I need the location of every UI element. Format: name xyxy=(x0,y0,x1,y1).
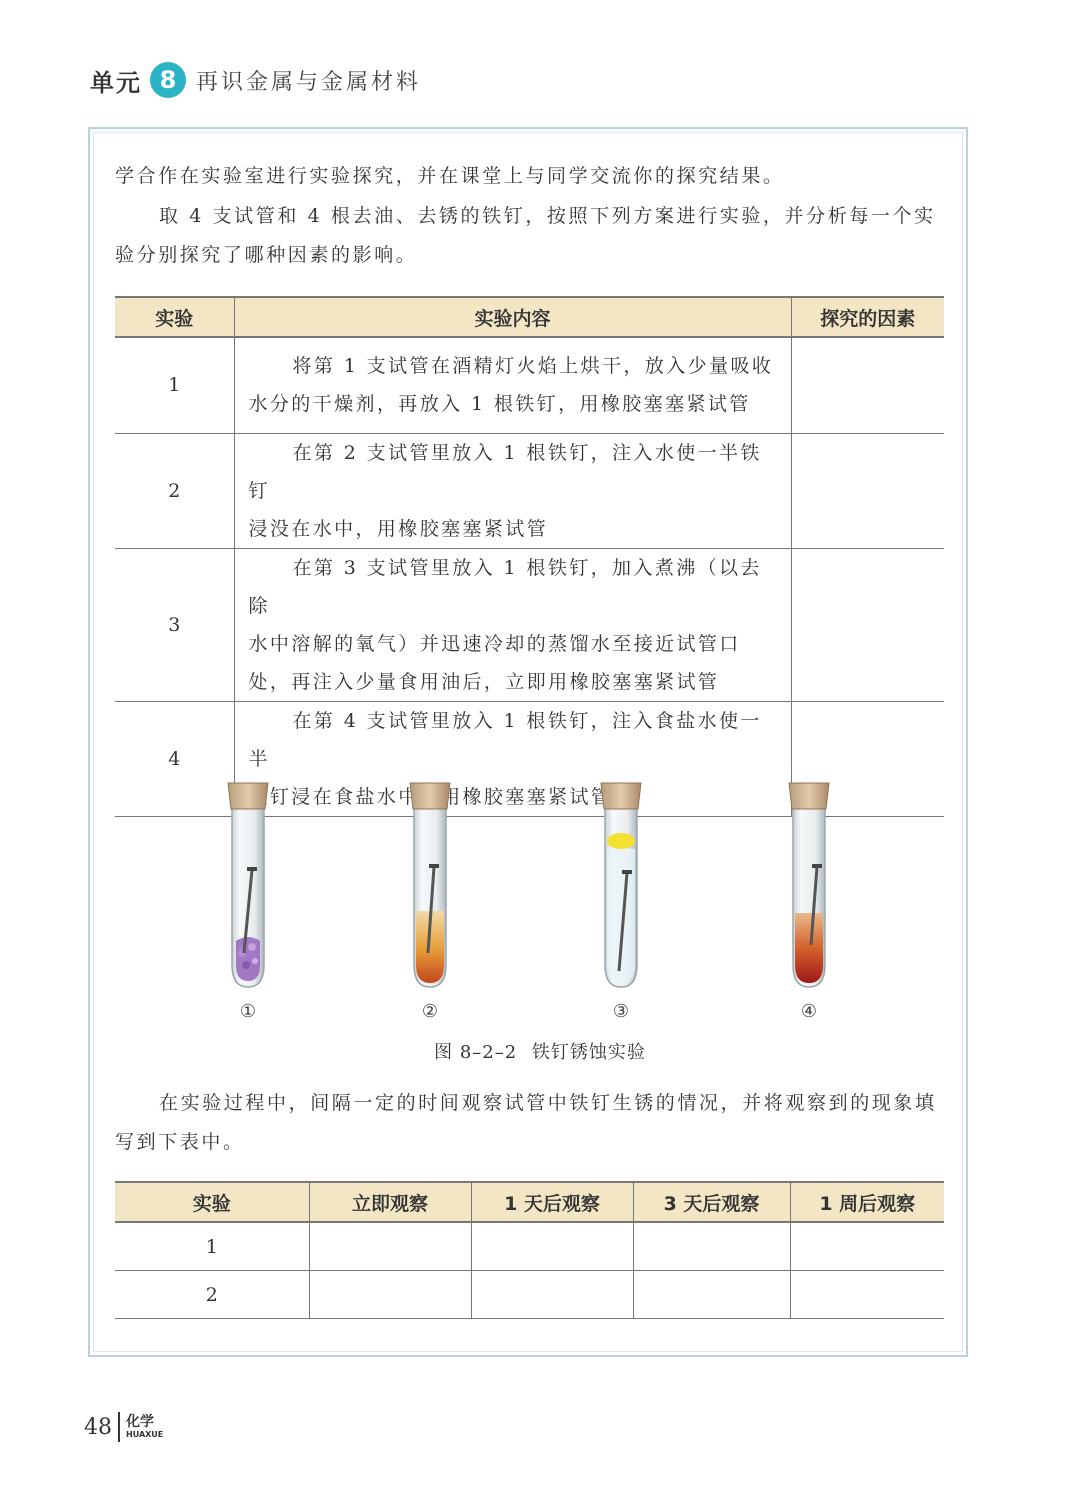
header-3-days: 3 天后观察 xyxy=(633,1182,790,1222)
content-line: 在第 4 支试管里放入 1 根铁钉，注入食盐水使一半 xyxy=(248,709,762,770)
tube-label: ① xyxy=(239,1001,257,1022)
observation-cell[interactable] xyxy=(309,1271,471,1319)
observation-cell[interactable] xyxy=(471,1271,633,1319)
content-line: 在第 2 支试管里放入 1 根铁钉，注入水使一半铁钉 xyxy=(248,441,762,502)
experiment-content xyxy=(234,337,791,433)
header-1-day: 1 天后观察 xyxy=(471,1182,633,1222)
header-1-week: 1 周后观察 xyxy=(790,1182,944,1222)
test-tube-4 xyxy=(779,775,839,1035)
observation-table xyxy=(115,1181,944,1319)
experiment-number: 3 xyxy=(115,548,234,701)
content-line: 在第 3 支试管里放入 1 根铁钉，加入煮沸（以去除 xyxy=(248,556,762,617)
header-content: 实验内容 xyxy=(234,297,791,337)
table-header-row xyxy=(115,1182,944,1222)
experiment-number: 2 xyxy=(115,1271,309,1319)
content-line: 水中溶解的氧气）并迅速冷却的蒸馏水至接近试管口 xyxy=(248,632,741,655)
tube-label: ② xyxy=(421,1001,439,1022)
header-experiment: 实验 xyxy=(115,1182,309,1222)
subject-name: 化学 xyxy=(126,1414,154,1430)
table-row xyxy=(115,337,944,433)
factor-cell[interactable] xyxy=(791,548,944,701)
experiment-number: 1 xyxy=(115,1222,309,1271)
observation-cell[interactable] xyxy=(471,1222,633,1271)
content-line: 水分的干燥剂，再放入 1 根铁钉，用橡胶塞塞紧试管 xyxy=(248,393,751,416)
observation-cell[interactable] xyxy=(790,1271,944,1319)
experiment-number: 1 xyxy=(115,337,234,433)
factor-cell[interactable] xyxy=(791,337,944,433)
observation-cell[interactable] xyxy=(633,1222,790,1271)
test-tube-1 xyxy=(218,775,278,1035)
test-tube-1-icon xyxy=(218,775,278,995)
observation-cell[interactable] xyxy=(633,1271,790,1319)
header-experiment: 实验 xyxy=(115,297,234,337)
observation-cell[interactable] xyxy=(309,1222,471,1271)
observation-paragraph: 在实验过程中，间隔一定的时间观察试管中铁钉生锈的情况，并将观察到的现象填写到下表中。 xyxy=(115,1092,937,1153)
header-factor: 探究的因素 xyxy=(791,297,944,337)
unit-label: 单元 xyxy=(90,68,142,97)
caption-text: 铁钉锈蚀实验 xyxy=(531,1042,646,1063)
figure-caption xyxy=(0,1038,1080,1064)
tube-label: ③ xyxy=(612,1001,630,1022)
header-immediate: 立即观察 xyxy=(309,1182,471,1222)
intro-line: 学合作在实验室进行实验探究，并在课堂上与同学交流你的探究结果。 xyxy=(115,165,785,187)
content-line: 处，再注入少量食用油后，立即用橡胶塞塞紧试管 xyxy=(248,670,720,693)
table-row xyxy=(115,1271,944,1319)
caption-number: 图 8–2–2 xyxy=(434,1042,518,1063)
experiment-number: 4 xyxy=(115,701,234,816)
test-tube-4-icon xyxy=(779,775,839,995)
experiment-plan-table xyxy=(115,296,944,817)
footer-divider xyxy=(118,1412,120,1442)
test-tube-3-icon xyxy=(591,775,651,995)
unit-number-badge: 8 xyxy=(150,62,186,98)
factor-cell[interactable] xyxy=(791,433,944,548)
test-tube-2 xyxy=(400,775,460,1035)
page-footer xyxy=(84,1410,163,1444)
content-line: 浸没在水中，用橡胶塞塞紧试管 xyxy=(248,517,549,540)
page-number: 48 xyxy=(84,1414,112,1440)
experiment-number: 2 xyxy=(115,433,234,548)
table-header-row xyxy=(115,297,944,337)
experiment-content xyxy=(234,548,791,701)
test-tube-3 xyxy=(591,775,651,1035)
table-row xyxy=(115,548,944,701)
table-row xyxy=(115,1222,944,1271)
subject-pinyin: HUAXUE xyxy=(126,1430,164,1439)
test-tube-figure xyxy=(0,775,1080,1035)
subject-mark xyxy=(126,1415,163,1439)
intro-paragraph: 取 4 支试管和 4 根去油、去锈的铁钉，按照下列方案进行实验，并分析每一个实验分别探究了哪种因素的影响。 xyxy=(115,205,936,266)
table-row xyxy=(115,433,944,548)
content-line: 将第 1 支试管在酒精灯火焰上烘干，放入少量吸收 xyxy=(292,355,774,378)
experiment-content xyxy=(234,433,791,548)
test-tube-2-icon xyxy=(400,775,460,995)
unit-header xyxy=(90,58,421,102)
tube-label: ④ xyxy=(800,1001,818,1022)
observation-cell[interactable] xyxy=(790,1222,944,1271)
unit-title: 再识金属与金属材料 xyxy=(196,69,422,95)
